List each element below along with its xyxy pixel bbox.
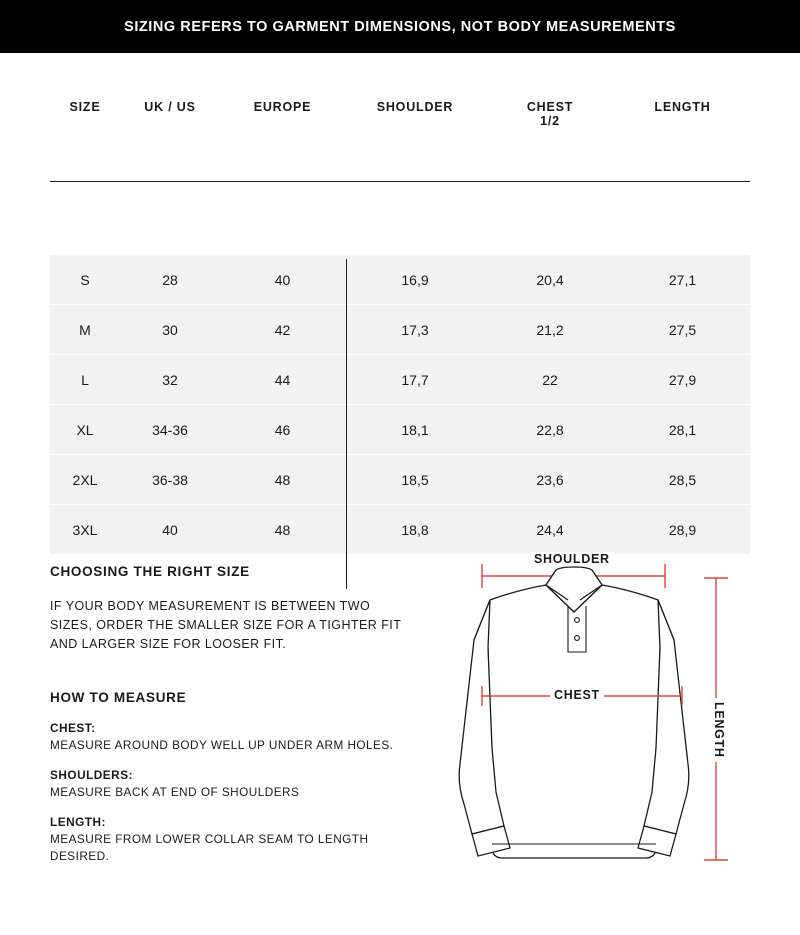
cell-length: 27,1	[615, 255, 750, 304]
shoulder-dimension-label: SHOULDER	[530, 552, 614, 566]
cell-ukus: 32	[120, 355, 220, 404]
cell-chest: 23,6	[485, 455, 615, 504]
choosing-size-body: IF YOUR BODY MEASUREMENT IS BETWEEN TWO SIZES, ORDER THE SMALLER SIZE FOR A TIGHTER FIT AND LARGER SIZE FOR LOOSER FIT.	[50, 599, 402, 651]
measure-desc-length: MEASURE FROM LOWER COLLAR SEAM TO LENGTH DESIRED.	[50, 832, 369, 863]
table-column-divider	[346, 259, 347, 589]
header-banner	[0, 0, 800, 53]
cell-length: 28,9	[615, 505, 750, 554]
measure-label-shoulders: SHOULDERS:	[50, 768, 133, 782]
cell-europe: 48	[220, 505, 345, 554]
header-divider	[50, 181, 750, 182]
cell-shoulder: 18,5	[345, 455, 485, 504]
cell-ukus: 40	[120, 505, 220, 554]
cell-chest: 22,8	[485, 405, 615, 454]
table-row	[50, 255, 750, 304]
cell-chest: 21,2	[485, 305, 615, 354]
banner-text: SIZING REFERS TO GARMENT DIMENSIONS, NOT BODY MEASUREMENTS	[124, 18, 676, 35]
guide-section	[0, 548, 800, 935]
measure-item-shoulders	[50, 768, 410, 801]
column-header-size: SIZE	[69, 100, 101, 114]
column-header-chest-main: CHEST	[526, 100, 574, 114]
table-row	[50, 455, 750, 504]
measure-desc-chest: MEASURE AROUND BODY WELL UP UNDER ARM HOLES.	[50, 738, 394, 752]
cell-length: 27,9	[615, 355, 750, 404]
cell-europe: 40	[220, 255, 345, 304]
guide-text-column	[50, 564, 410, 879]
cell-shoulder: 16,9	[345, 255, 485, 304]
garment-diagram	[450, 548, 770, 918]
cell-chest: 22	[485, 355, 615, 404]
column-header-length: LENGTH	[654, 100, 711, 114]
cell-size: 3XL	[50, 505, 120, 554]
cell-size: L	[50, 355, 120, 404]
cell-europe: 46	[220, 405, 345, 454]
size-table-container	[0, 99, 800, 554]
column-header-europe: EUROPE	[253, 100, 312, 114]
shirt-outline	[474, 585, 674, 858]
cell-length: 28,5	[615, 455, 750, 504]
header-spacer-row	[50, 206, 750, 255]
cell-ukus: 34-36	[120, 405, 220, 454]
how-to-measure-title: HOW TO MEASURE	[50, 690, 187, 705]
size-table	[50, 99, 750, 554]
header-rule-row	[50, 157, 750, 206]
cell-ukus: 30	[120, 305, 220, 354]
measure-label-chest: CHEST:	[50, 721, 96, 735]
table-row	[50, 505, 750, 554]
measure-label-length: LENGTH:	[50, 815, 106, 829]
cell-length: 28,1	[615, 405, 750, 454]
cell-shoulder: 17,7	[345, 355, 485, 404]
cell-size: 2XL	[50, 455, 120, 504]
cell-size: M	[50, 305, 120, 354]
measure-item-chest	[50, 721, 410, 754]
length-dimension-label: LENGTH	[712, 698, 726, 762]
column-header-chest-sub: 1/2	[540, 114, 560, 128]
measure-desc-shoulders: MEASURE BACK AT END OF SHOULDERS	[50, 785, 300, 799]
column-header-ukus: UK / US	[144, 100, 196, 114]
cell-size: S	[50, 255, 120, 304]
table-header-row	[50, 99, 750, 157]
choosing-size-title: CHOOSING THE RIGHT SIZE	[50, 564, 250, 579]
cell-europe: 42	[220, 305, 345, 354]
cell-chest: 24,4	[485, 505, 615, 554]
cell-ukus: 28	[120, 255, 220, 304]
table-row	[50, 405, 750, 454]
column-header-shoulder: SHOULDER	[376, 100, 454, 114]
cell-shoulder: 17,3	[345, 305, 485, 354]
measure-item-length	[50, 815, 410, 865]
cell-europe: 48	[220, 455, 345, 504]
table-row	[50, 355, 750, 404]
cell-shoulder: 18,8	[345, 505, 485, 554]
chest-dimension-label: CHEST	[550, 688, 604, 702]
column-header-chest	[485, 99, 615, 157]
cell-shoulder: 18,1	[345, 405, 485, 454]
cell-europe: 44	[220, 355, 345, 404]
cell-chest: 20,4	[485, 255, 615, 304]
cell-length: 27,5	[615, 305, 750, 354]
cell-size: XL	[50, 405, 120, 454]
table-row	[50, 305, 750, 354]
size-table-body	[50, 255, 750, 554]
cell-ukus: 36-38	[120, 455, 220, 504]
